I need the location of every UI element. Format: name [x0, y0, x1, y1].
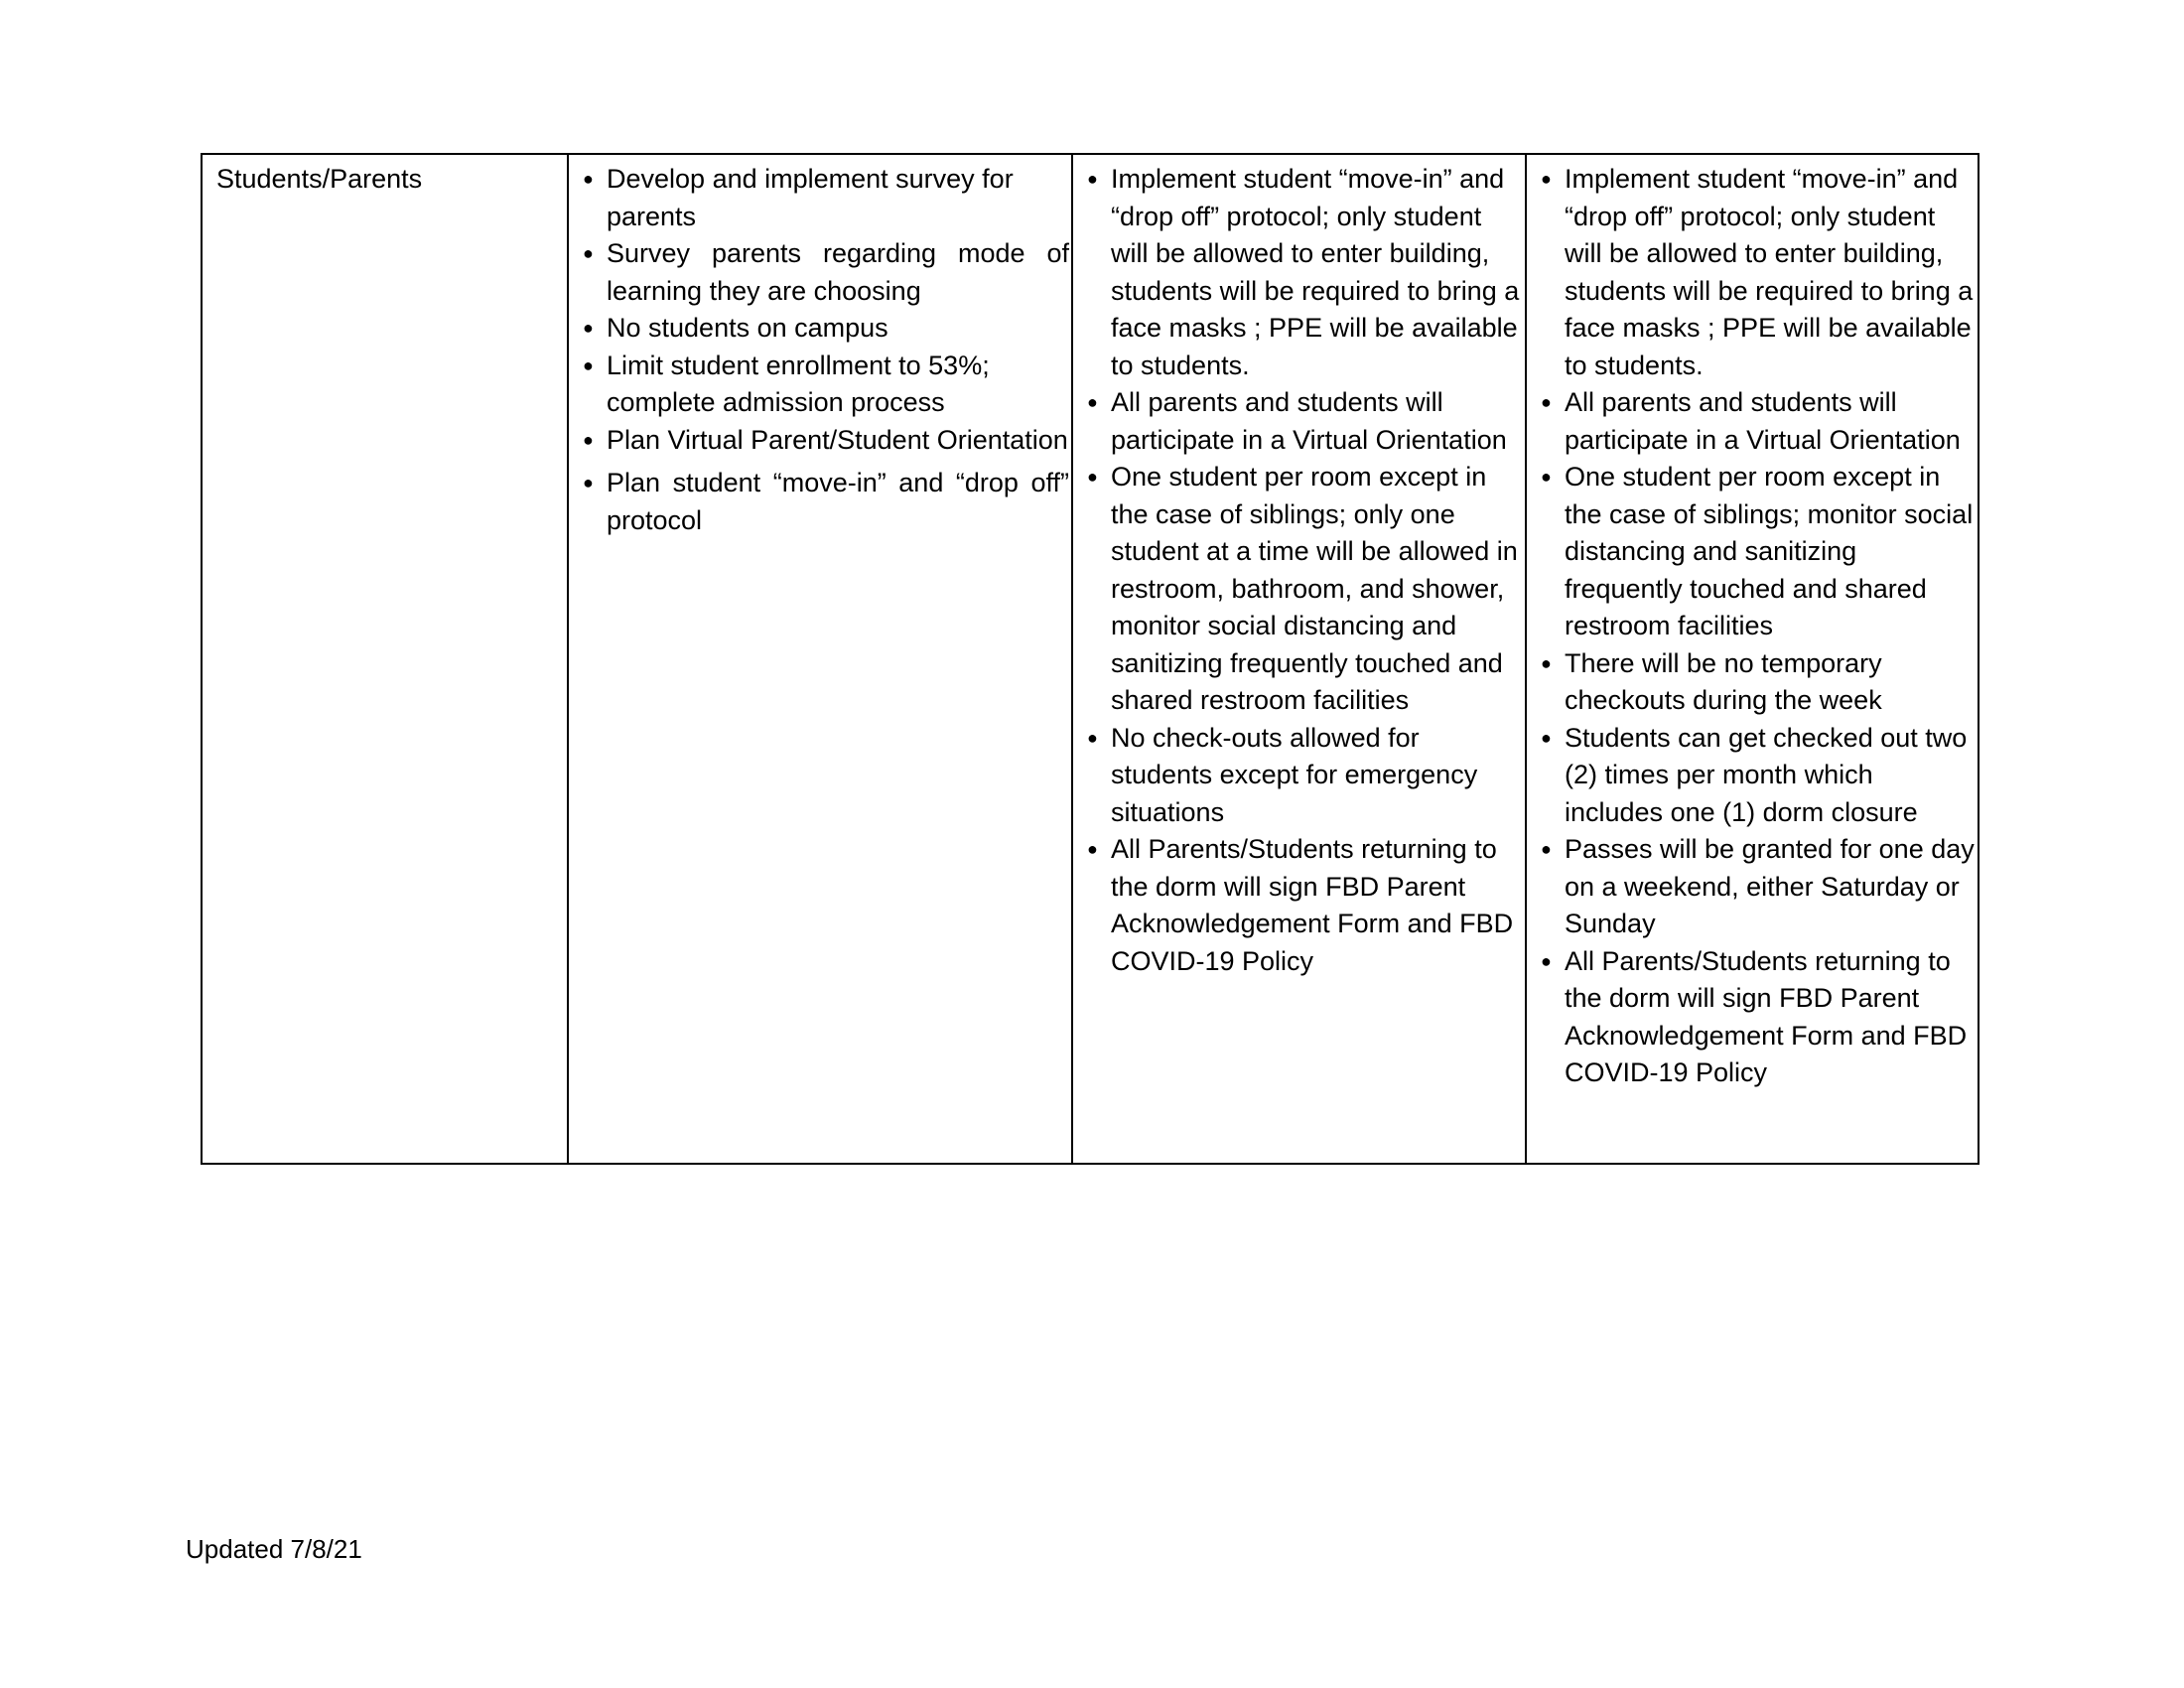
list-item: ● No students on campus [569, 310, 1071, 348]
phase-one-bullet-list [1073, 161, 1525, 980]
list-item: ● All parents and students will participate in a Virtual Orientation [1527, 384, 1978, 459]
row-label: Students/Parents [216, 164, 423, 194]
planning-bullet-list [569, 161, 1071, 539]
phase-one-column-cell [1072, 154, 1526, 1164]
planning-column-cell [568, 154, 1072, 1164]
phase-two-bullet-list [1527, 161, 1978, 1092]
list-item: ● Implement student “move-in” and “drop off” protocol; only student will be allowed to enter building, students will be required to bring a face masks ; PPE will be available to students. [1073, 161, 1525, 384]
list-item: ● There will be no temporary checkouts during the week [1527, 645, 1978, 720]
updated-date-footer: Updated 7/8/21 [186, 1534, 362, 1564]
list-item: ● All Parents/Students returning to the dorm will sign FBD Parent Acknowledgement Form and FBD COVID-19 Policy [1527, 943, 1978, 1092]
list-item: ● Implement student “move-in” and “drop off” protocol; only student will be allowed to enter building, students will be required to bring a face masks ; PPE will be available to students. [1527, 161, 1978, 384]
list-item: ● One student per room except in the case of siblings; monitor social distancing and sanitizing frequently touched and shared restroom facilities [1527, 459, 1978, 645]
reopening-plan-table [201, 153, 1979, 1165]
list-item: ● One student per room except in the case of siblings; only one student at a time will be allowed in restroom, bathroom, and shower, monitor social distancing and sanitizing frequently touched and shared restroom facilities [1073, 459, 1525, 720]
list-item: ● All Parents/Students returning to the dorm will sign FBD Parent Acknowledgement Form and FBD COVID-19 Policy [1073, 831, 1525, 980]
list-item: ● No check-outs allowed for students except for emergency situations [1073, 720, 1525, 832]
table-row [202, 154, 1979, 1164]
phase-two-column-cell [1526, 154, 1979, 1164]
list-item: ● Plan Virtual Parent/Student Orientation [569, 422, 1071, 460]
list-item: ● Limit student enrollment to 53%; complete admission process [569, 348, 1071, 422]
list-item: ● Plan student “move-in” and “drop off” protocol [569, 465, 1071, 539]
list-item: ● Survey parents regarding mode of learning they are choosing [569, 235, 1071, 310]
list-item: ● Passes will be granted for one day on a weekend, either Saturday or Sunday [1527, 831, 1978, 943]
row-label-cell [202, 154, 568, 1164]
list-item: ● Students can get checked out two (2) times per month which includes one (1) dorm closure [1527, 720, 1978, 832]
list-item: ● All parents and students will participate in a Virtual Orientation [1073, 384, 1525, 459]
list-item: ● Develop and implement survey for parents [569, 161, 1071, 235]
